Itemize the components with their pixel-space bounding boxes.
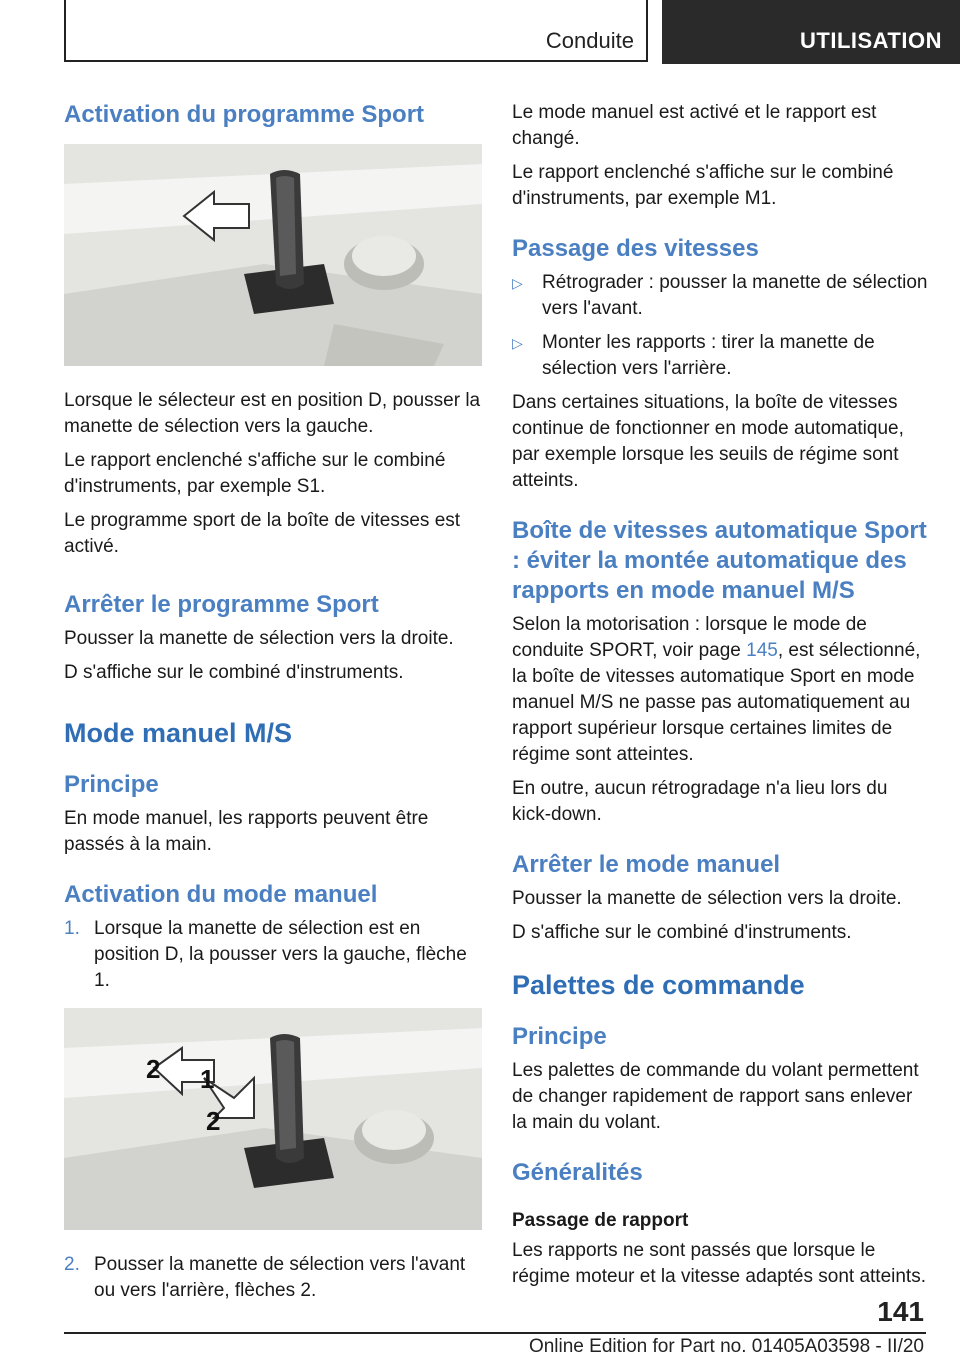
- paragraph: Le programme sport de la boîte de vitesses est activé.: [64, 510, 461, 557]
- list-number: 1.: [64, 918, 80, 939]
- list-text: Monter les rapports : tirer la manette de sélection vers l'arrière.: [542, 332, 875, 379]
- heading-general: Généralités: [512, 1159, 643, 1186]
- arrow-label-1: 1: [200, 1064, 215, 1094]
- arrow-label-2-top: 2: [146, 1054, 161, 1084]
- paragraph: Le rapport enclenché s'affiche sur le combiné d'instruments, par exemple M1.: [512, 162, 894, 209]
- page-link[interactable]: 145: [746, 640, 778, 661]
- paragraph: Les rapports ne sont passés que lorsque le régime moteur et la vitesse adaptés sont atteints.: [512, 1240, 926, 1287]
- list-item: [512, 270, 930, 322]
- paragraph: Pousser la manette de sélection vers la droite.: [64, 628, 454, 649]
- right-column: [512, 100, 930, 1298]
- list-text: Pousser la manette de sélection vers l'avant ou vers l'arrière, flèches 2.: [94, 1254, 466, 1301]
- paragraph: Selon la motorisation : lorsque le mode de conduite SPORT, voir page 145, est sélectionné, la boîte de vitesses automatique Sport en mode manuel M/S ne passe pas automatiquement au rapport supérieur lorsque certaines limites de régime sont atteintes.: [512, 614, 921, 765]
- heading-sport-activation: Activation du programme Sport: [64, 101, 425, 128]
- paragraph: En outre, aucun rétrogradage n'a lieu lors du kick-down.: [512, 778, 888, 825]
- header-section-label: Conduite: [545, 28, 634, 53]
- heading-sport-off: Arrêter le programme Sport: [64, 591, 379, 618]
- page-number: 141: [877, 1296, 924, 1327]
- triangle-bullet-icon: ▷: [512, 335, 523, 351]
- heading-manual-activation: Activation du mode manuel: [64, 881, 378, 908]
- header-chapter-label: UTILISATION: [800, 28, 942, 53]
- paragraph: Les palettes de commande du volant permettent de changer rapidement de rapport sans enlever la main du volant.: [512, 1060, 919, 1133]
- list-number: 2.: [64, 1254, 80, 1275]
- gear-selector-photo-1: [64, 144, 482, 366]
- triangle-bullet-icon: ▷: [512, 275, 523, 291]
- edition-note: Online Edition for Part no. 01405A03598 - II/20: [528, 1336, 924, 1357]
- gear-selector-photo-2: [64, 1008, 482, 1230]
- list-text: Rétrograder : pousser la manette de sélection vers l'avant.: [542, 272, 928, 319]
- paragraph: Le mode manuel est activé et le rapport est changé.: [512, 102, 877, 149]
- heading-principle: Principe: [512, 1023, 607, 1050]
- header-chapter-tab: [662, 0, 960, 64]
- list-item: [64, 1252, 482, 1304]
- paragraph: En mode manuel, les rapports peuvent être passés à la main.: [64, 808, 429, 855]
- list-item: [512, 330, 930, 382]
- list-item: [64, 916, 482, 994]
- heading-gear-change: Passage de rapport: [512, 1210, 689, 1231]
- heading-principle: Principe: [64, 771, 159, 798]
- paragraph: Dans certaines situations, la boîte de vitesses continue de fonctionner en mode automatique, par exemple lorsque les seuils de régime sont atteints.: [512, 392, 904, 491]
- heading-manual-mode: Mode manuel M/S: [64, 718, 293, 748]
- paragraph: Lorsque le sélecteur est en position D, pousser la manette de sélection vers la gauche.: [64, 390, 481, 437]
- header-section-tab: [64, 0, 648, 62]
- heading-paddles: Palettes de commande: [512, 970, 805, 1000]
- left-column: [64, 100, 482, 1310]
- heading-manual-off: Arrêter le mode manuel: [512, 851, 781, 878]
- arrow-label-2-bottom: 2: [206, 1106, 221, 1136]
- heading-auto-sport: Boîte de vitesses automatique Sport : éviter la montée automatique des rapports en mode manuel M/S: [512, 517, 927, 604]
- heading-gear-shifting: Passage des vitesses: [512, 235, 759, 262]
- paragraph: Pousser la manette de sélection vers la droite.: [512, 888, 902, 909]
- footer-divider: [64, 1332, 926, 1334]
- paragraph: D s'affiche sur le combiné d'instruments.: [64, 662, 404, 683]
- paragraph: D s'affiche sur le combiné d'instruments.: [512, 922, 852, 943]
- list-text: Lorsque la manette de sélection est en position D, la pousser vers la gauche, flèche 1.: [94, 918, 467, 991]
- paragraph: Le rapport enclenché s'affiche sur le combiné d'instruments, par exemple S1.: [64, 450, 446, 497]
